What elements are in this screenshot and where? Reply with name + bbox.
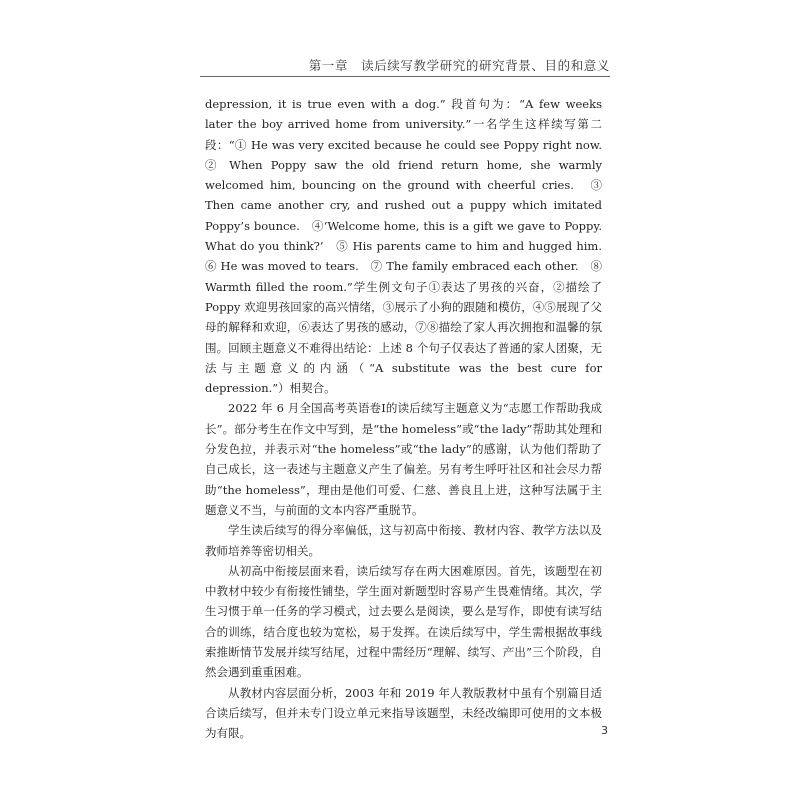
header-rule <box>200 76 610 77</box>
body-text <box>205 94 614 744</box>
running-head: 第一章 读后续写教学研究的研究背景、目的和意义 <box>308 58 610 73</box>
paragraph: 2022 年 6 月全国高考英语卷Ⅰ的读后续写主题意义为“志愿工作帮助我成长”。部分考生在作文中写到，是“the homeless”或“the lady”帮助其处理和分发色拉，并表示对“the homeless”或“the lady”的感谢，认为他们帮助了自己成长，这一表述与主题意义产生了偏差。另有考生呼吁社区和社会尽力帮助“the homeless”，理由是他们可爱、仁慈、善良且上进，这种写法属于主题意义不当，与前面的文本内容严重脱节。 <box>205 401 602 517</box>
paragraph: 从教材内容层面分析，2003 年和 2019 年人教版教材中虽有个别篇目适合读后续写，但并未专门设立单元来指导该题型，未经改编即可使用的文本极为有限。 <box>205 685 602 741</box>
page-number: 3 <box>601 724 608 737</box>
paragraph: 从初高中衔接层面来看，读后续写存在两大困难原因。首先，该题型在初中教材中较少有衔接性铺垫，学生面对新题型时容易产生畏难情绪。其次，学生习惯于单一任务的学习模式，过去要么是阅读，要么是写作，即使有读写结合的训练，结合度也较为宽松，易于发挥。在读后续写中，学生需根据故事线索推断情节发展并续写结尾，过程中需经历“理解、续写、产出”三个阶段，自然会遇到重重困难。 <box>205 563 602 680</box>
paragraph-continued: depression, it is true even with a dog.” 段首句为：“A few weeks later the boy arrived home from university.”一名学生这样续写第二段：“① He was very excited because he could see Poppy right now. ② When Poppy saw the old friend return home, she warmly welcomed him, bouncing on the ground with cheerful cries. ③ Then came another cry, and rushed out a puppy which imitated Poppy’s bounce. ④‘Welcome home, this is a gift we gave to Poppy. What do you think?’ ⑤ His parents came to him and hugged him. ⑥ He was moved to tears. ⑦ The family embraced each other. ⑧ Warmth filled the room.”学生例文句子①表达了男孩的兴奋，②描绘了 Poppy 欢迎男孩回家的高兴情绪，③展示了小狗的跟随和模仿，④⑤展现了父母的解释和欢迎，⑥表达了男孩的感动，⑦⑧描绘了家人再次拥抱和温馨的氛围。回顾主题意义不难得出结论：上述 8 个句子仅表达了普通的家人团聚，无法与主题意义的内涵（“A substitute was the best cure for depression.”）相契合。 <box>205 97 614 396</box>
paragraph: 学生读后续写的得分率偏低，这与初高中衔接、教材内容、教学方法以及教师培养等密切相关。 <box>205 523 602 558</box>
